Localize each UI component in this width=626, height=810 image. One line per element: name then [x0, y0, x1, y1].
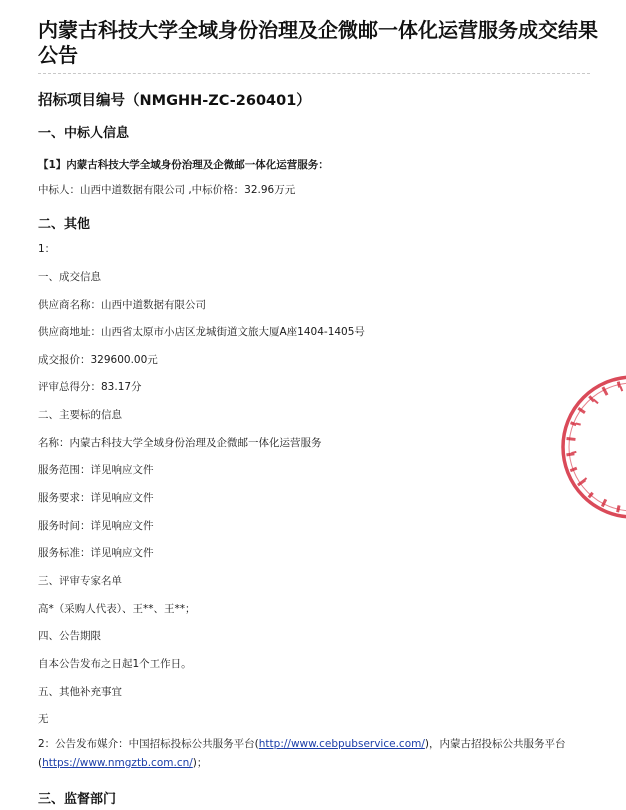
supplier-name: 供应商名称：山西中道数据有限公司 [38, 299, 206, 311]
section-supervision-heading: 三、监督部门 [38, 792, 117, 807]
media-suffix: )； [192, 757, 208, 769]
deal-quote: 成交报价：329600.00元 [38, 354, 158, 366]
nmgztb-link[interactable]: https://www.nmgztb.com.cn/ [42, 757, 193, 769]
page-title: 内蒙古科技大学全域身份治理及企微邮一体化运营服务成交结果公告 [38, 18, 598, 67]
service-requirement: 服务要求：详见响应文件 [38, 492, 154, 504]
publishing-media [38, 735, 586, 773]
cebpubservice-link[interactable]: http://www.cebpubservice.com/ [258, 738, 425, 750]
supplier-address: 供应商地址：山西省太原市小店区龙城街道文旅大厦A座1404-1405号 [38, 326, 365, 338]
section-other-heading: 二、其他 [38, 217, 91, 232]
other-matters-heading: 五、其他补充事宜 [38, 686, 122, 698]
media-middle: )，内蒙古招投标公共服务平台( [38, 738, 566, 769]
service-standard: 服务标准：详见响应文件 [38, 547, 154, 559]
other-matters: 无 [38, 713, 49, 725]
review-score: 评审总得分：83.17分 [38, 381, 142, 393]
service-scope: 服务范围：详见响应文件 [38, 464, 154, 476]
official-seal-stamp [558, 372, 626, 522]
media-prefix: 2：公告发布媒介：中国招标投标公共服务平台( [38, 738, 259, 750]
service-time: 服务时间：详见响应文件 [38, 520, 154, 532]
item-number: 1： [38, 243, 56, 255]
announcement-period: 自本公告发布之日起1个工作日。 [38, 658, 192, 670]
title-divider [38, 73, 590, 74]
period-heading: 四、公告期限 [38, 630, 101, 642]
experts-list: 高*（采购人代表）、王**、王**； [38, 603, 196, 615]
subject-info-heading: 二、主要标的信息 [38, 409, 122, 421]
experts-heading: 三、评审专家名单 [38, 575, 122, 587]
deal-info-heading: 一、成交信息 [38, 271, 101, 283]
winner-line: 中标人：山西中道数据有限公司 ,中标价格：32.96万元 [38, 184, 296, 196]
section-winner-heading: 一、中标人信息 [38, 126, 130, 141]
subject-name: 名称：内蒙古科技大学全域身份治理及企微邮一体化运营服务 [38, 437, 322, 449]
package-title: 【1】内蒙古科技大学全域身份治理及企微邮一体化运营服务： [38, 159, 329, 171]
project-number-heading: 招标项目编号（NMGHH-ZC-260401） [38, 93, 311, 109]
